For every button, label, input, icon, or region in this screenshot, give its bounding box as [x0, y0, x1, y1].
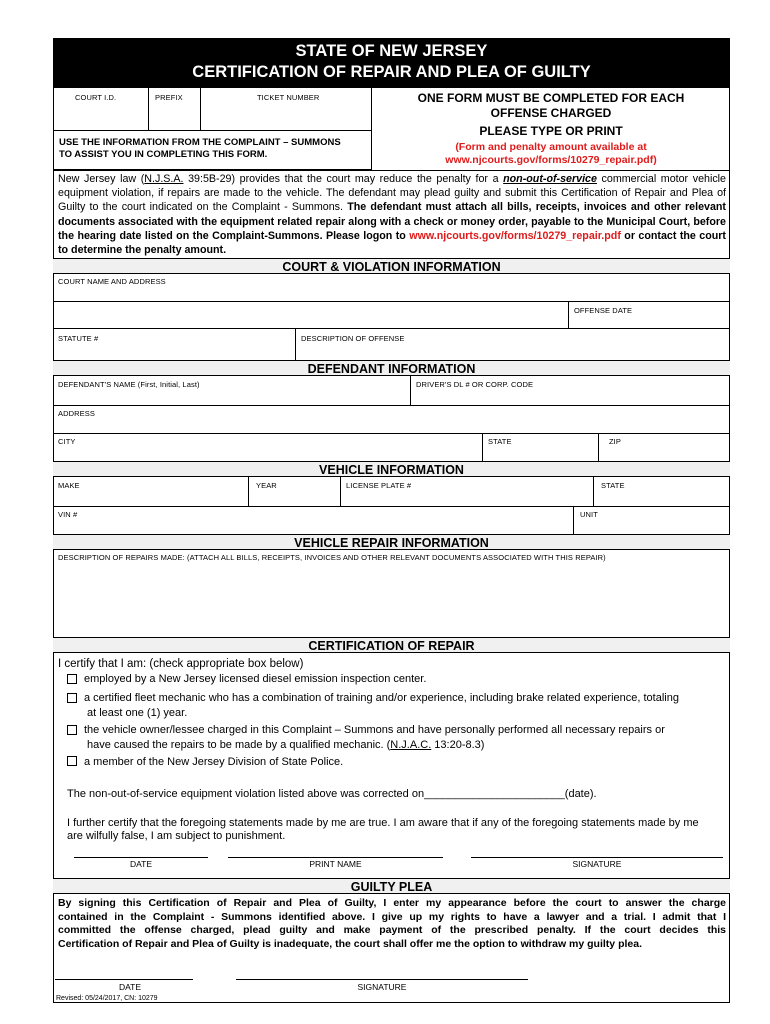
revision-footer: Revised: 05/24/2017, CN: 10279	[56, 995, 158, 1002]
checkbox-state-police[interactable]	[67, 756, 77, 766]
cert-print-name-line[interactable]	[228, 857, 443, 858]
cert-signature-line[interactable]	[471, 857, 723, 858]
court-id-label: COURT I.D.	[75, 93, 117, 102]
zip-field[interactable]	[599, 446, 729, 461]
statute-link[interactable]: N.J.S.A.	[144, 173, 184, 185]
city-label: CITY	[58, 437, 76, 446]
header-title-line2: CERTIFICATION OF REPAIR AND PLEA OF GUILTY	[192, 63, 591, 81]
option-fleet-mechanic: a certified fleet mechanic who has a combination of training and/or experience, including brake related experience, totaling at least one (1) year.	[84, 692, 679, 719]
guilty-plea-statement: By signing this Certification of Repair and Plea of Guilty, I enter my appearance before the court to answer the charge contained in the Complaint - Summons identified above. I give up my rights to have a lawyer and a trial. I admit that I committed the offense charged, plead guilty and make payment of the prescribed penalty. If the court decides this Certification of Repair and Plea of Guilty is inadequate, the court shall offer me the option to withdraw my guilty plea.	[58, 897, 726, 950]
state-field[interactable]	[483, 446, 597, 461]
court-name-field[interactable]	[54, 286, 729, 300]
unit-label: UNIT	[580, 510, 598, 519]
form-header	[53, 38, 730, 88]
cert-date-label: DATE	[129, 859, 153, 869]
plea-date-label: DATE	[118, 982, 142, 992]
license-plate-field[interactable]	[341, 490, 592, 505]
offense-date-field[interactable]	[569, 315, 729, 327]
ticket-number-field[interactable]	[201, 102, 371, 129]
year-label: YEAR	[256, 481, 277, 490]
certify-intro: I certify that I am: (check appropriate box below)	[58, 658, 304, 670]
vehicle-state-label: STATE	[601, 481, 625, 490]
repair-description-field[interactable]	[54, 563, 729, 636]
court-name-label: COURT NAME AND ADDRESS	[58, 277, 166, 286]
corrected-date-statement: The non-out-of-service equipment violation listed above was corrected on_______________________(date).	[67, 788, 597, 800]
address-field[interactable]	[54, 418, 729, 432]
ticket-number-label: TICKET NUMBER	[257, 93, 320, 102]
make-label: MAKE	[58, 481, 80, 490]
zip-label: ZIP	[609, 437, 621, 446]
one-form-note: ONE FORM MUST BE COMPLETED FOR EACH OFFENSE CHARGED PLEASE TYPE OR PRINT	[417, 91, 685, 138]
checkbox-vehicle-owner[interactable]	[67, 725, 77, 735]
penalty-note: (Form and penalty amount available at www.njcourts.gov/forms/10279_repair.pdf)	[375, 141, 727, 167]
form-page	[53, 38, 730, 1003]
guilty-plea-section-title: GUILTY PLEA	[53, 878, 730, 894]
vin-label: VIN #	[58, 510, 78, 519]
statute-label: STATUTE #	[58, 334, 99, 343]
vin-field[interactable]	[54, 519, 572, 533]
repair-section-title: VEHICLE REPAIR INFORMATION	[53, 534, 730, 550]
repair-description-label: DESCRIPTION OF REPAIRS MADE: (ATTACH ALL BILLS, RECEIPTS, INVOICES AND OTHER RELEVANT DOCUMENTS ASSOCIATED WITH THIS REPAIR)	[58, 553, 606, 562]
option-vehicle-owner: the vehicle owner/lessee charged in this Complaint – Summons and have personally performed all necessary repairs or have caused the repairs to be made by a qualified mechanic. (N.J.A.C. 13:20-8.3)	[84, 724, 665, 751]
make-field[interactable]	[54, 490, 247, 505]
court-id-field[interactable]	[54, 102, 147, 129]
prefix-label: PREFIX	[155, 93, 183, 102]
state-label: STATE	[488, 437, 512, 446]
vehicle-section-title: VEHICLE INFORMATION	[53, 461, 730, 477]
defendant-name-label: DEFENDANT'S NAME (First, Initial, Last)	[58, 380, 200, 389]
checkbox-fleet-mechanic[interactable]	[67, 693, 77, 703]
unit-field[interactable]	[574, 519, 729, 533]
city-field[interactable]	[54, 446, 481, 461]
repair-form-link[interactable]: www.njcourts.gov/forms/10279_repair.pdf	[409, 229, 621, 242]
drivers-dl-label: DRIVER'S DL # OR CORP. CODE	[416, 380, 534, 389]
statute-field[interactable]	[54, 343, 294, 359]
license-plate-label: LICENSE PLATE #	[346, 481, 412, 490]
header-title-line1: STATE OF NEW JERSEY	[295, 42, 488, 60]
prefix-field[interactable]	[149, 102, 199, 129]
defendant-name-field[interactable]	[54, 389, 409, 404]
year-field[interactable]	[249, 490, 339, 505]
option-inspection-center: employed by a New Jersey licensed diesel emission inspection center.	[84, 673, 427, 685]
court-violation-section-title: COURT & VIOLATION INFORMATION	[53, 258, 730, 274]
further-certify-statement: I further certify that the foregoing statements made by me are true. I am aware that if any of the foregoing statements made by me are wilfully false, I am subject to punishment.	[67, 817, 699, 842]
drivers-dl-field[interactable]	[411, 389, 729, 404]
plea-signature-label: SIGNATURE	[357, 982, 407, 992]
vehicle-state-field[interactable]	[594, 490, 729, 505]
address-label: ADDRESS	[58, 409, 95, 418]
offense-description-label: DESCRIPTION OF OFFENSE	[301, 334, 405, 343]
certification-section-title: CERTIFICATION OF REPAIR	[53, 637, 730, 653]
penalty-url-link[interactable]: www.njcourts.gov/forms/10279_repair.pdf)	[445, 154, 657, 166]
offense-date-label: OFFENSE DATE	[574, 306, 633, 315]
plea-date-line[interactable]	[55, 979, 193, 980]
intro-paragraph: New Jersey law (N.J.S.A. 39:5B-29) provides that the court may reduce the penalty for a non-out-of-service commercial motor vehicle equipment violation, if repairs are made to the vehicle. The defendant may plead guilty and submit this Certification of Repair and Plea of Guilty to the court indicated on the Complaint - Summons. The defendant must attach all bills, receipts, invoices and other relevant documents associated with the equipment related repair along with a check or money order, payable to the Municipal Court, before the hearing date listed on the Complaint-Summons. Please logon to www.njcourts.gov/forms/10279_repair.pdf or contact the court to determine the penalty amount.	[58, 173, 726, 257]
use-info-note: USE THE INFORMATION FROM THE COMPLAINT – SUMMONS TO ASSIST YOU IN COMPLETING THIS FORM.	[59, 137, 341, 160]
cert-print-name-label: PRINT NAME	[309, 859, 362, 869]
offense-description-field[interactable]	[296, 343, 729, 359]
cert-signature-label: SIGNATURE	[572, 859, 622, 869]
njac-link[interactable]: N.J.A.C.	[390, 739, 432, 751]
option-state-police: a member of the New Jersey Division of State Police.	[84, 756, 344, 768]
plea-signature-line[interactable]	[236, 979, 528, 980]
cert-date-line[interactable]	[74, 857, 208, 858]
defendant-section-title: DEFENDANT INFORMATION	[53, 360, 730, 376]
checkbox-inspection-center[interactable]	[67, 674, 77, 684]
